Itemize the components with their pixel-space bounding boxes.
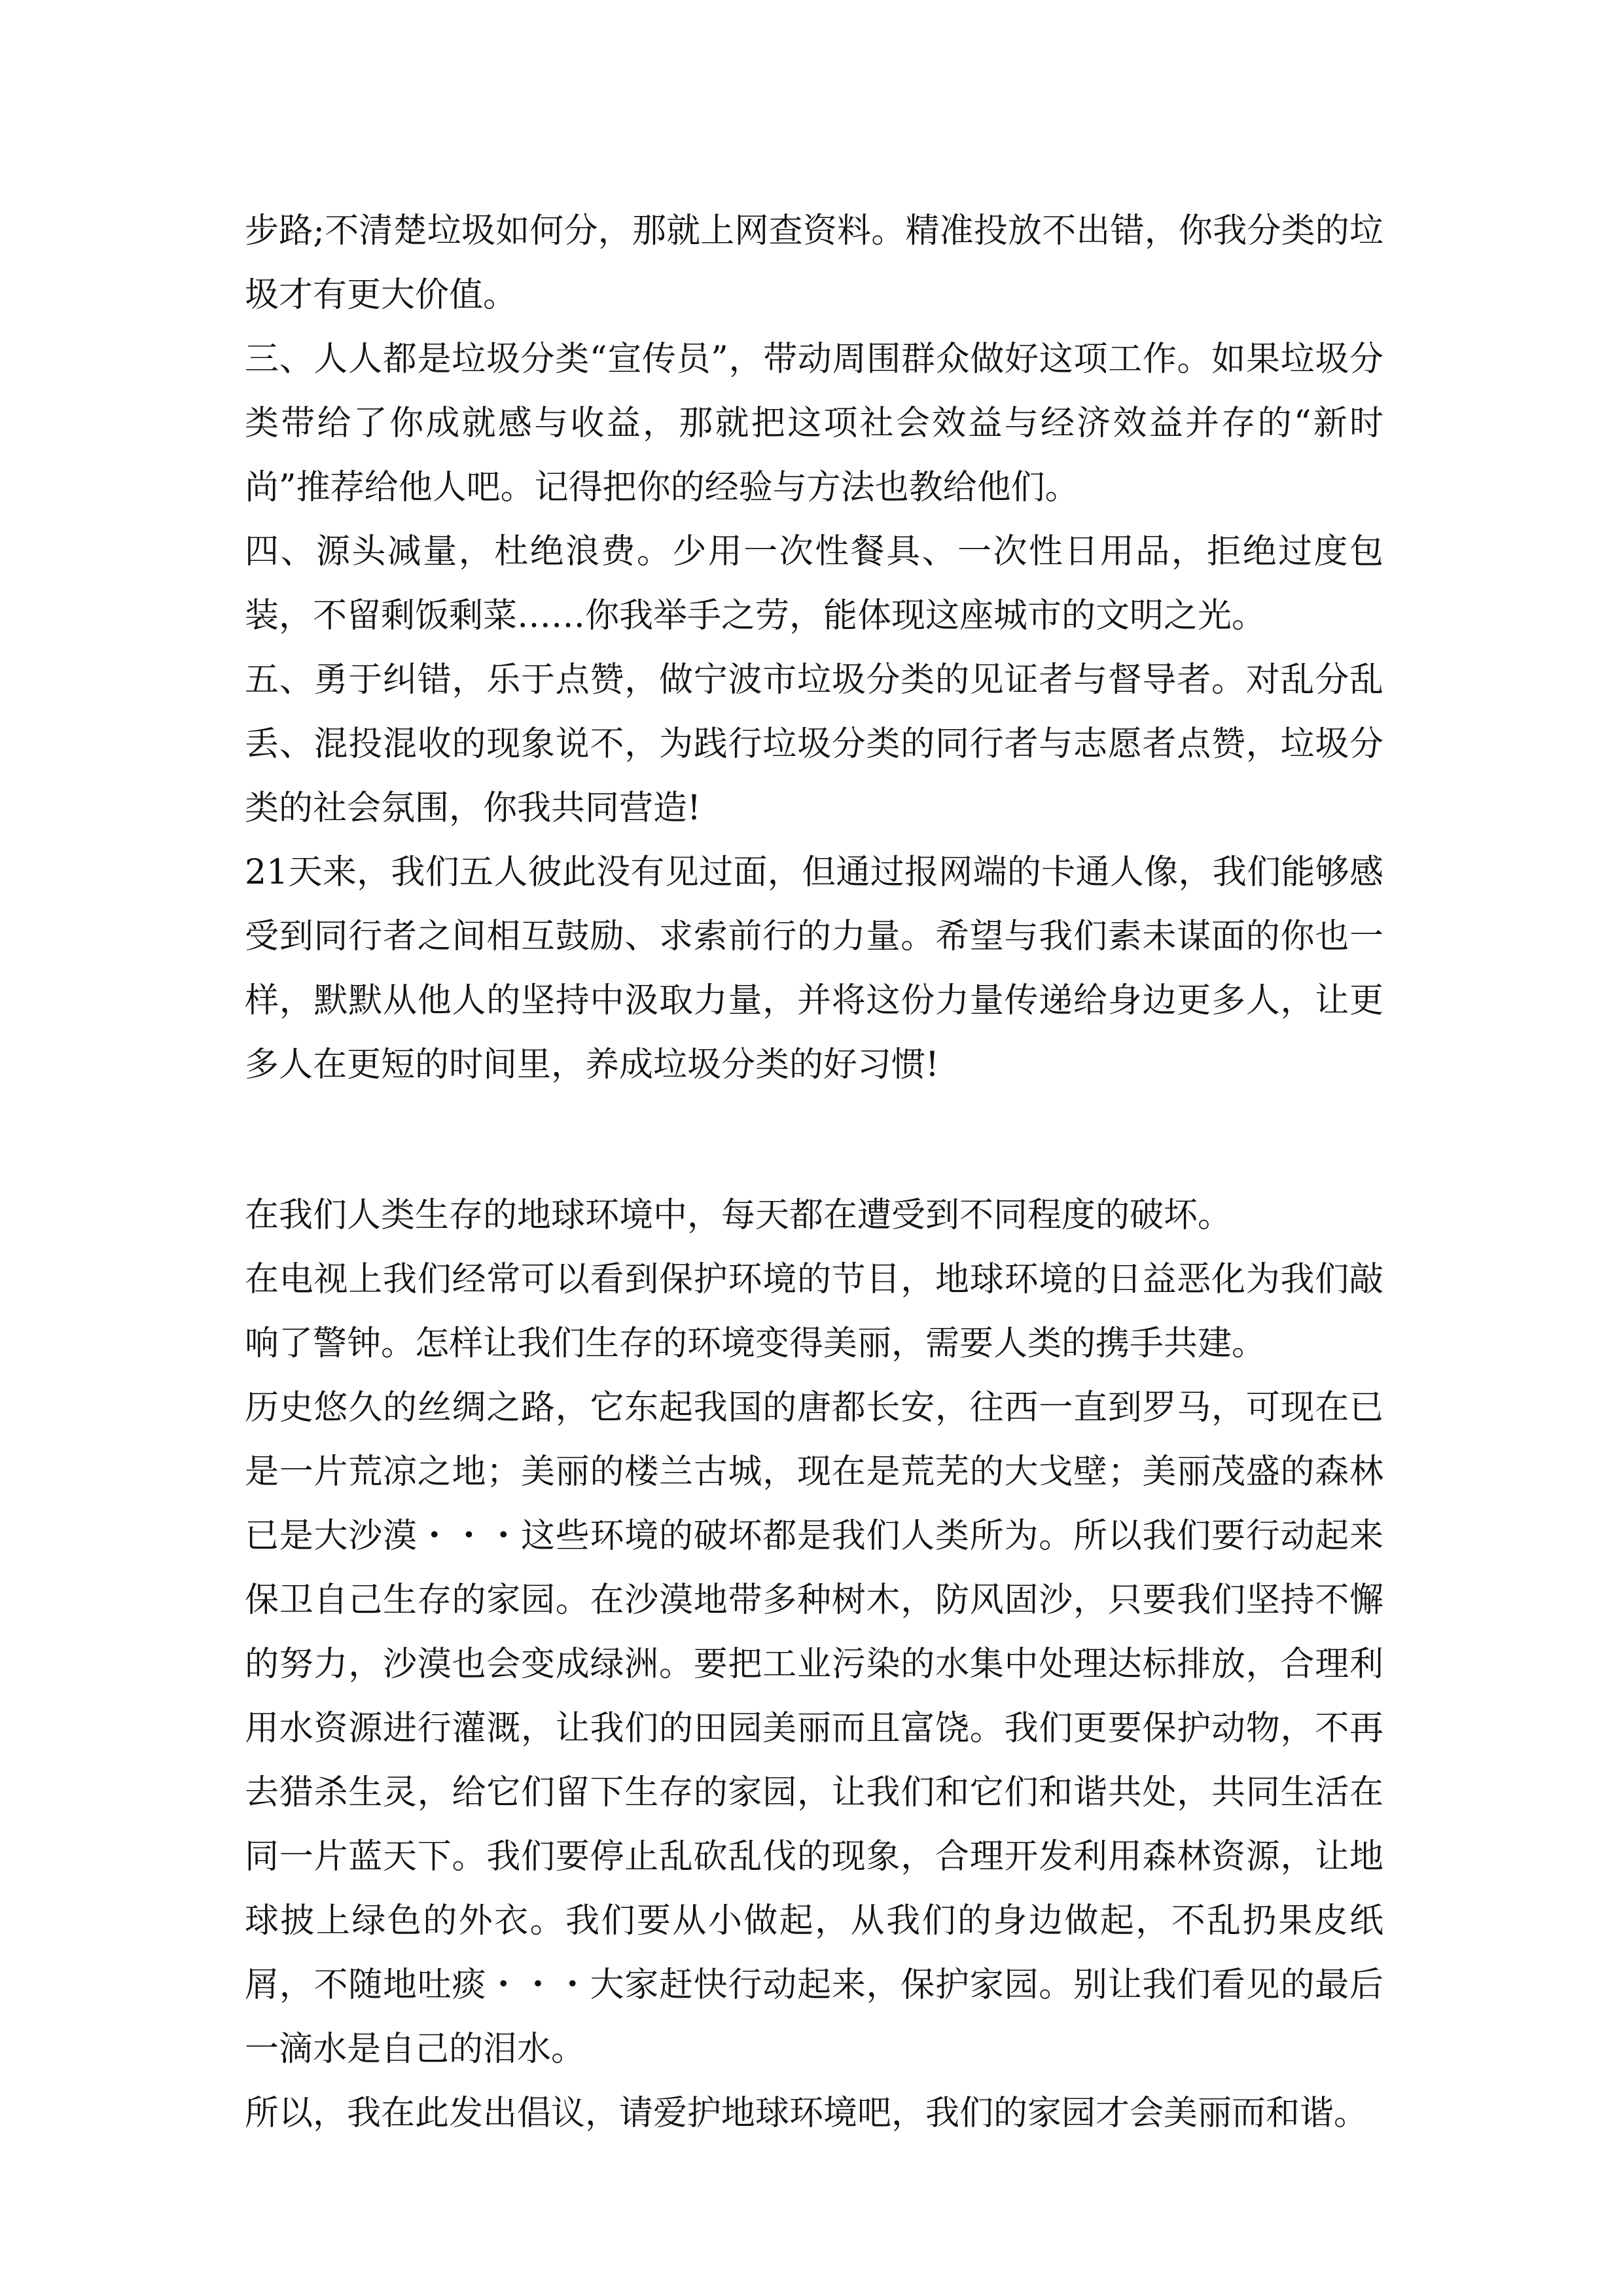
paragraph: 四、源头减量，杜绝浪费。少用一次性餐具、一次性日用品，拒绝过度包装，不留剩饭剩菜……你我举手之劳，能体现这座城市的文明之光。 <box>245 532 1383 636</box>
paragraph: 步路;不清楚垃圾如何分，那就上网查资料。精准投放不出错，你我分类的垃圾才有更大价值。 <box>245 211 1383 315</box>
paragraph: 在我们人类生存的地球环境中，每天都在遭受到不同程度的破坏。 <box>245 1196 1232 1235</box>
environment-protection-section <box>245 1183 1383 2145</box>
paragraph: 所以，我在此发出倡议，请爱护地球环境吧，我们的家园才会美丽而和谐。 <box>245 2094 1368 2133</box>
paragraph: 在电视上我们经常可以看到保护环境的节目，地球环境的日益恶化为我们敲响了警钟。怎样让我们生存的环境变得美丽，需要人类的携手共建。 <box>245 1260 1383 1363</box>
paragraph: 五、勇于纠错，乐于点赞，做宁波市垃圾分类的见证者与督导者。对乱分乱丢、混投混收的现象说不，为践行垃圾分类的同行者与志愿者点赞，垃圾分类的社会氛围，你我共同营造! <box>245 660 1383 828</box>
paragraph: 历史悠久的丝绸之路，它东起我国的唐都长安，往西一直到罗马，可现在已是一片荒凉之地；美丽的楼兰古城，现在是荒芜的大戈壁；美丽茂盛的森林已是大沙漠・・・这些环境的破坏都是我们人类所为。所以我们要行动起来保卫自己生存的家园。在沙漠地带多种树木，防风固沙，只要我们坚持不懈的努力，沙漠也会变成绿洲。要把工业污染的水集中处理达标排放，合理利用水资源进行灌溉，让我们的田园美丽而且富饶。我们更要保护动物，不再去猎杀生灵，给它们留下生存的家园，让我们和它们和谐共处，共同生活在同一片蓝天下。我们要停止乱砍乱伐的现象，合理开发利用森林资源，让地球披上绿色的外衣。我们要从小做起，从我们的身边做起，不乱扔果皮纸屑，不随地吐痰・・・大家赶快行动起来，保护家园。别让我们看见的最后一滴水是自己的泪水。 <box>245 1388 1383 2069</box>
section-divider-space <box>245 1097 1383 1183</box>
paragraph: 三、人人都是垃圾分类“宣传员”，带动周围群众做好这项工作。如果垃圾分类带给了你成就感与收益，那就把这项社会效益与经济效益并存的“新时尚”推荐给他人吧。记得把你的经验与方法也教给他们。 <box>245 340 1383 507</box>
paragraph: 21天来，我们五人彼此没有见过面，但通过报网端的卡通人像，我们能够感受到同行者之间相互鼓励、求索前行的力量。希望与我们素未谋面的你也一样，默默从他人的坚持中汲取力量，并将这份力量传递给身边更多人，让更多人在更短的时间里，养成垃圾分类的好习惯! <box>245 853 1383 1085</box>
document-body <box>245 199 1383 2145</box>
garbage-sorting-section <box>245 199 1383 1097</box>
